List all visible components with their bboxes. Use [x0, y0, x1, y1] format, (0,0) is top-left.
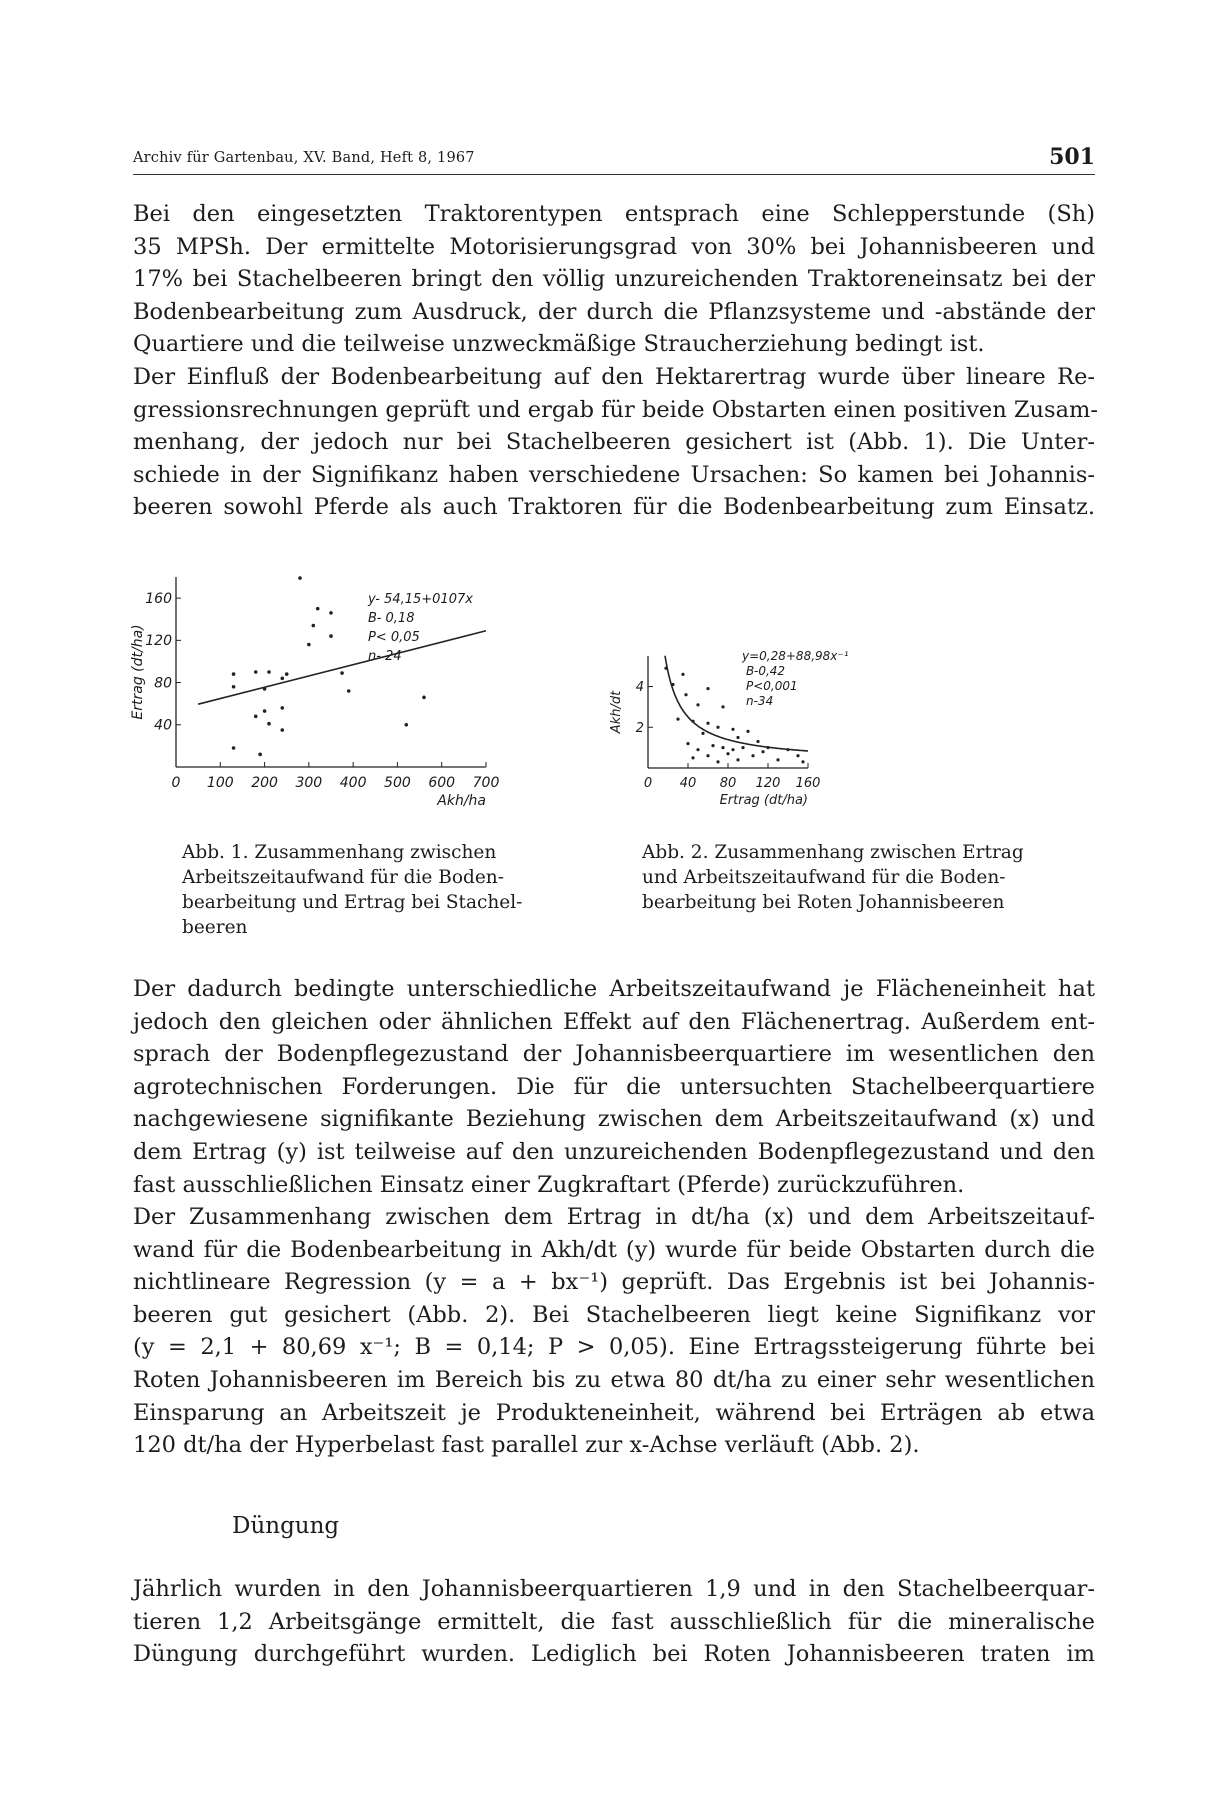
data-point: [731, 728, 734, 731]
text-line: fast ausschließlichen Einsatz einer Zugkraftart (Pferde) zurückzuführen.: [133, 1171, 965, 1198]
data-point: [340, 671, 344, 675]
y-tick-label: 4: [635, 680, 644, 696]
data-point: [696, 748, 699, 751]
caption-line: bearbeitung bei Roten Johannisbeeren: [642, 892, 1005, 913]
y-axis-label: Ertrag (dt/ha): [130, 624, 146, 720]
text-line: schiede in der Signifikanz haben verschiedene Ursachen: So kamen bei Johannis-: [133, 461, 1095, 488]
x-axis-label: Akh/ha: [437, 793, 486, 809]
data-point: [684, 693, 687, 696]
text-line: (y = 2,1 + 80,69 x⁻¹; B = 0,14; P > 0,05). Eine Ertragssteigerung führte bei: [133, 1334, 1095, 1361]
regression-annotation: P< 0,05: [368, 630, 420, 645]
regression-annotation: y=0,28+88,98x⁻¹: [742, 649, 849, 663]
figure-1-caption: [182, 840, 522, 940]
text-line: 120 dt/ha der Hyperbelast fast parallel zur x-Achse verläuft (Abb. 2).: [133, 1432, 920, 1459]
x-axis-label: Ertrag (dt/ha): [719, 793, 808, 808]
figure-2-chart: [608, 640, 858, 820]
caption-line: und Arbeitszeitaufwand für die Boden-: [642, 867, 1006, 888]
regression-annotation: n- 24: [368, 649, 402, 664]
text-line: dem Ertrag (y) ist teilweise auf den unzureichenden Bodenpflegezustand und den: [133, 1138, 1095, 1165]
data-point: [716, 726, 719, 729]
data-point: [711, 744, 714, 747]
y-tick-label: 120: [145, 633, 172, 650]
text-line: Düngung durchgeführt wurden. Lediglich bei Roten Johannisbeeren traten im: [133, 1641, 1095, 1668]
text-line: agrotechnischen Forderungen. Die für die untersuchten Stachelbeerquartiere: [133, 1073, 1095, 1100]
data-point: [232, 746, 236, 750]
x-tick-label: 160: [795, 776, 821, 791]
y-tick-label: 80: [154, 675, 172, 692]
data-point: [267, 670, 271, 674]
x-tick-label: 0: [643, 776, 653, 791]
data-point: [254, 670, 258, 674]
data-point: [316, 607, 320, 611]
y-tick-label: 2: [635, 720, 644, 736]
data-point: [696, 703, 699, 706]
text-line: gressionsrechnungen geprüft und ergab für beide Obstarten einen positiven Zusam-: [133, 396, 1098, 423]
data-point: [232, 672, 236, 676]
data-point: [761, 750, 764, 753]
data-point: [706, 754, 709, 757]
text-line: Einsparung an Arbeitszeit je Produkteneinheit, während bei Erträgen ab etwa: [133, 1399, 1095, 1426]
data-point: [801, 760, 804, 763]
y-axis-label: Akh/dt: [609, 690, 624, 734]
paragraph-5: [133, 1573, 1095, 1671]
data-point: [254, 715, 258, 719]
text-line: 35 MPSh. Der ermittelte Motorisierungsgrad von 30% bei Johannisbeeren und: [133, 233, 1095, 260]
text-line: jedoch den gleichen oder ähnlichen Effekt auf den Flächenertrag. Außerdem ent-: [133, 1008, 1095, 1035]
y-tick-label: 40: [154, 717, 172, 734]
paragraph-4: [133, 1201, 1095, 1462]
text-line: nachgewiesene signifikante Beziehung zwischen dem Arbeitszeitaufwand (x) und: [133, 1106, 1095, 1133]
running-header: [133, 138, 1095, 175]
regression-line: [198, 631, 486, 704]
journal-citation: Archiv für Gartenbau, XV. Band, Heft 8, 1967: [133, 150, 475, 166]
data-point: [756, 740, 759, 743]
data-point: [736, 736, 739, 739]
data-point: [721, 705, 724, 708]
x-tick-label: 80: [719, 776, 737, 791]
data-point: [681, 673, 684, 676]
figure-2-annotations: [741, 649, 849, 708]
page-number: 501: [1049, 144, 1095, 170]
data-point: [347, 689, 351, 693]
data-point: [686, 742, 689, 745]
text-line: nichtlineare Regression (y = a + bx⁻¹) geprüft. Das Ergebnis ist bei Johannis-: [133, 1269, 1095, 1296]
figure-2-points: [664, 656, 808, 764]
data-point: [311, 624, 315, 628]
text-line: Jährlich wurden in den Johannisbeerquartieren 1,9 und in den Stachelbeerquar-: [133, 1576, 1095, 1602]
data-point: [691, 756, 694, 759]
data-point: [280, 677, 284, 681]
data-point: [404, 723, 408, 727]
text-line: tieren 1,2 Arbeitsgänge ermittelt, die fast ausschließlich für die mineralische: [133, 1608, 1095, 1635]
text-line: Roten Johannisbeeren im Bereich bis zu etwa 80 dt/ha zu einer sehr wesentlichen: [133, 1366, 1095, 1393]
section-heading: Düngung: [232, 1513, 340, 1539]
data-point: [731, 748, 734, 751]
data-point: [329, 611, 333, 615]
data-point: [298, 576, 302, 580]
x-tick-label: 400: [339, 775, 367, 791]
text-line: Der dadurch bedingte unterschiedliche Arbeitszeitaufwand je Flächeneinheit hat: [133, 976, 1095, 1002]
data-point: [263, 709, 267, 713]
data-point: [258, 753, 262, 757]
data-point: [701, 732, 704, 735]
caption-line: beeren: [182, 917, 248, 938]
paragraph-2: [133, 361, 1098, 524]
x-tick-label: 300: [295, 775, 323, 791]
data-point: [741, 746, 744, 749]
figure-1-axes: [130, 577, 499, 809]
data-point: [280, 728, 284, 732]
regression-annotation: n-34: [746, 694, 774, 708]
caption-line: Arbeitszeitaufwand für die Boden-: [182, 867, 504, 888]
text-line: menhang, der jedoch nur bei Stachelbeeren gesichert ist (Abb. 1). Die Unter-: [133, 429, 1095, 456]
regression-annotation: B- 0,18: [368, 611, 415, 626]
y-tick-label: 160: [145, 591, 172, 608]
text-line: beeren gut gesichert (Abb. 2). Bei Stachelbeeren liegt keine Signifikanz vor: [133, 1301, 1095, 1328]
paragraph-1: [133, 198, 1095, 361]
data-point: [307, 643, 311, 647]
data-point: [751, 754, 754, 757]
data-point: [422, 696, 426, 700]
data-point: [280, 706, 284, 710]
data-point: [267, 722, 271, 726]
caption-line: Abb. 1. Zusammenhang zwischen: [182, 842, 497, 863]
text-line: Der Zusammenhang zwischen dem Ertrag in dt/ha (x) und dem Arbeitszeitauf-: [133, 1204, 1095, 1230]
figure-2-caption: [642, 840, 1024, 915]
figure-1-annotations: [367, 592, 473, 664]
regression-annotation: B-0,42: [746, 664, 786, 678]
x-tick-label: 40: [679, 776, 697, 791]
data-point: [726, 752, 729, 755]
data-point: [776, 758, 779, 761]
data-point: [285, 672, 289, 676]
data-point: [721, 746, 724, 749]
text-line: Bei den eingesetzten Traktorentypen entsprach eine Schlepperstunde (Sh): [133, 201, 1095, 227]
figure-1-chart: [128, 552, 548, 827]
regression-annotation: y- 54,15+0107x: [368, 592, 473, 607]
data-point: [676, 718, 679, 721]
data-point: [232, 685, 236, 689]
data-point: [746, 730, 749, 733]
x-tick-label: 200: [251, 775, 278, 791]
x-tick-label: 0: [171, 775, 181, 791]
x-tick-label: 500: [384, 775, 411, 791]
text-line: sprach der Bodenpflegezustand der Johannisbeerquartiere im wesentlichen den: [133, 1041, 1095, 1068]
data-point: [736, 758, 739, 761]
data-point: [796, 754, 799, 757]
caption-line: Abb. 2. Zusammenhang zwischen Ertrag: [642, 842, 1024, 863]
data-point: [706, 687, 709, 690]
text-line: Der Einfluß der Bodenbearbeitung auf den Hektarertrag wurde über lineare Re-: [133, 364, 1095, 390]
data-point: [706, 722, 709, 725]
text-line: Quartiere und die teilweise unzweckmäßige Straucherziehung bedingt ist.: [133, 331, 985, 358]
text-line: beeren sowohl Pferde als auch Traktoren für die Bodenbearbeitung zum Einsatz.: [133, 494, 1095, 521]
text-line: wand für die Bodenbearbeitung in Akh/dt (y) wurde für beide Obstarten durch die: [133, 1236, 1095, 1263]
caption-line: bearbeitung und Ertrag bei Stachel-: [182, 892, 523, 913]
x-tick-label: 120: [755, 776, 781, 791]
x-tick-label: 600: [428, 775, 456, 791]
regression-curve: [665, 656, 808, 751]
x-tick-label: 100: [206, 775, 234, 791]
text-line: 17% bei Stachelbeeren bringt den völlig unzureichenden Traktoreneinsatz bei der: [133, 266, 1095, 293]
text-line: Bodenbearbeitung zum Ausdruck, der durch die Pflanzsysteme und -abstände der: [133, 298, 1095, 325]
x-tick-label: 700: [472, 775, 500, 791]
paragraph-3: [133, 973, 1095, 1201]
regression-annotation: P<0,001: [746, 679, 798, 693]
data-point: [329, 634, 333, 638]
data-point: [716, 760, 719, 763]
